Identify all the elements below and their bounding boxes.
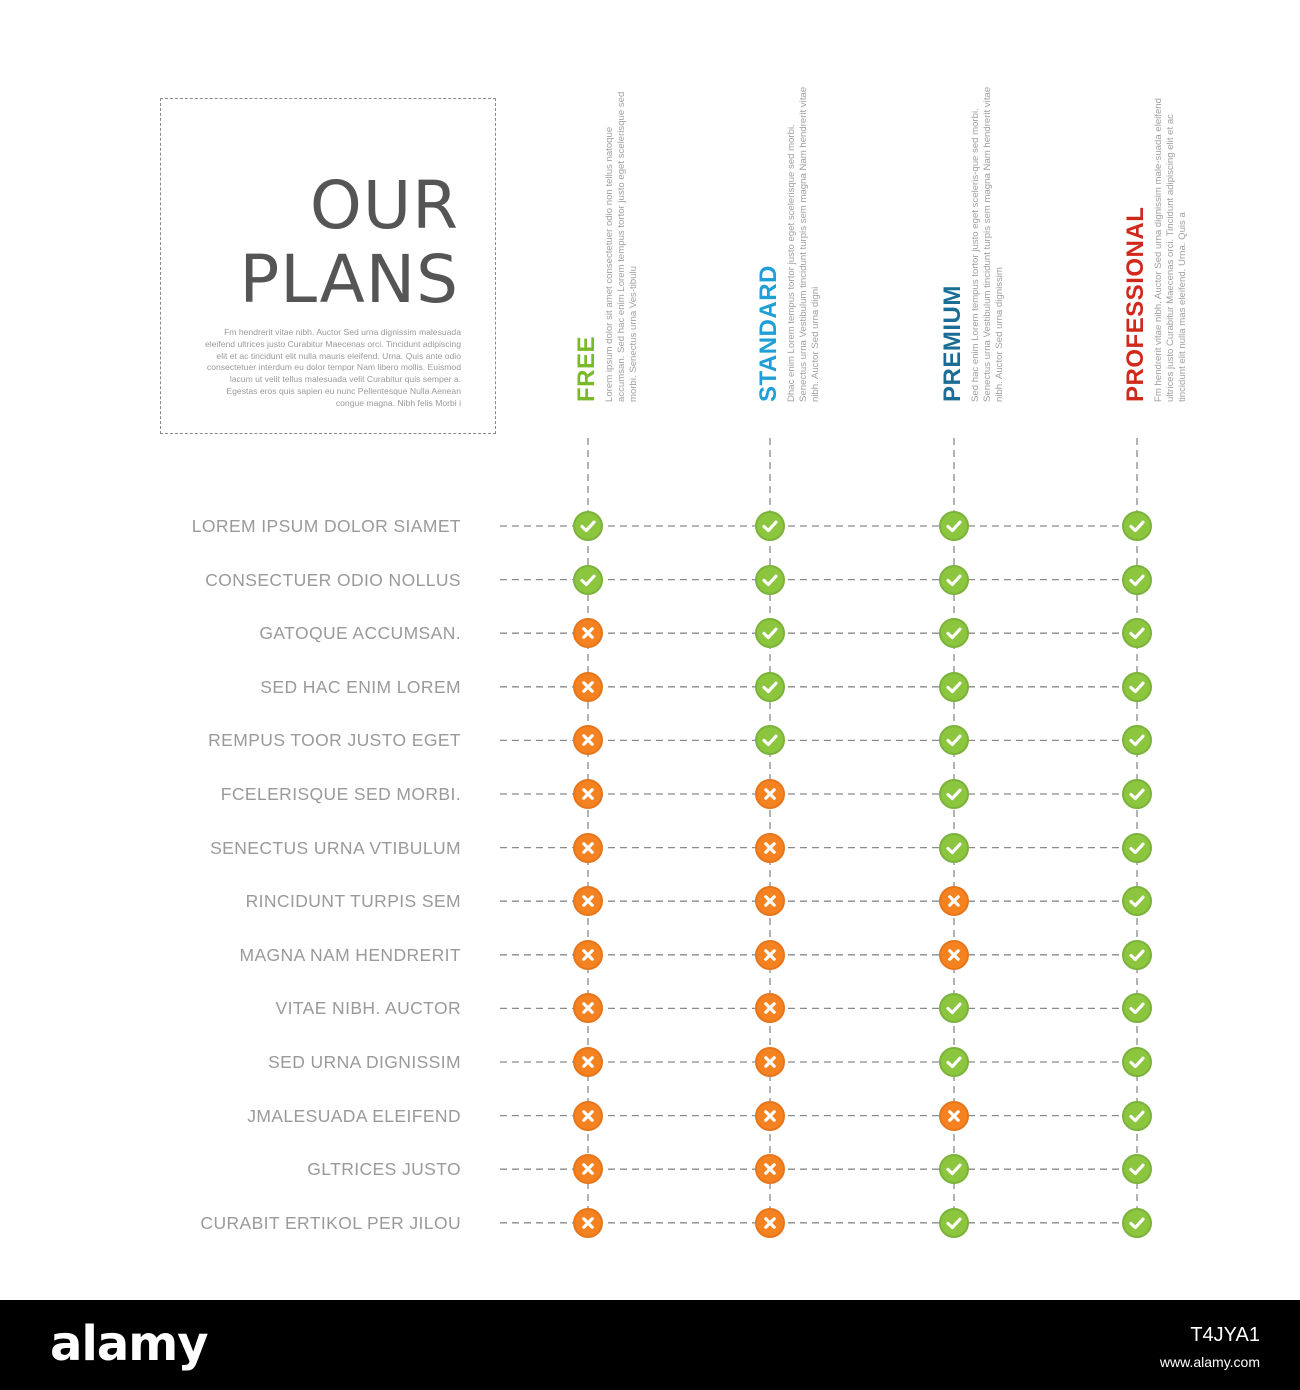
check-icon — [939, 1208, 969, 1238]
check-icon — [755, 725, 785, 755]
cross-icon — [573, 993, 603, 1023]
page-title-line-2: PLANS — [239, 241, 459, 318]
cross-icon — [755, 886, 785, 916]
check-icon — [1122, 1154, 1152, 1184]
check-icon — [755, 672, 785, 702]
cross-icon — [573, 725, 603, 755]
cross-icon — [755, 940, 785, 970]
check-icon — [939, 511, 969, 541]
check-icon — [1122, 886, 1152, 916]
feature-label: SED URNA DIGNISSIM — [268, 1052, 461, 1072]
check-icon — [939, 1047, 969, 1077]
image-id: T4JYA1 — [1190, 1324, 1260, 1346]
check-icon — [939, 993, 969, 1023]
check-icon — [939, 672, 969, 702]
check-icon — [939, 565, 969, 595]
feature-label: VITAE NIBH. AUCTOR — [275, 998, 461, 1019]
intro-text: Fm hendrerit vitae nibh. Auctor Sed urna dignissim malesuada eleifend ultrices justo Curabitur Maecenas orci. Tincidunt adipiscing elit et ac tincidunt elit nulla mauris eleifend. Urna. Quis ante odio consectetuer interdum eu dolor tempor Nam libero mollis. Euismod lacum ut velit tellus malesuada velit Curabitur quis semper a. Egestas eros quis sapien eu nunc Pellentesque Nulla Aenean congue magna. Nibh felis Morbi i — [204, 327, 461, 408]
plan-desc-professional: Fm hendrerit vitae nibh. Auctor Sed urna dignissim male-suada eleifend ultrices justo Curabitur Maecenas orci. Tincidunt adipiscing elit et ac tincidunt elit nulla mas eleifend. Urna. Quis a — [1153, 98, 1188, 402]
cross-icon — [573, 833, 603, 863]
plan-desc-standard: Dhac enim Lorem tempus tortor justo eget scelerisque sed morbi. Senectus urna Vestibulum tincidunt turpis sem magna Nam hendrerit vitae nibh. Auctor Sed urna digni — [786, 86, 821, 402]
feature-label: GATOQUE ACCUMSAN. — [259, 623, 461, 644]
check-icon — [1122, 511, 1152, 541]
check-icon — [1122, 618, 1152, 648]
check-icon — [1122, 1101, 1152, 1131]
check-icon — [939, 618, 969, 648]
check-icon — [1122, 565, 1152, 595]
check-icon — [1122, 940, 1152, 970]
check-icon — [939, 1154, 969, 1184]
check-icon — [939, 725, 969, 755]
check-icon — [939, 833, 969, 863]
cross-icon — [573, 1154, 603, 1184]
cross-icon — [755, 1047, 785, 1077]
cross-icon — [755, 779, 785, 809]
cross-icon — [939, 886, 969, 916]
cross-icon — [755, 993, 785, 1023]
cross-icon — [573, 618, 603, 648]
feature-label: MAGNA NAM HENDRERIT — [239, 944, 461, 965]
cross-icon — [755, 833, 785, 863]
cross-icon — [939, 1101, 969, 1131]
cross-icon — [755, 1208, 785, 1238]
cross-icon — [939, 940, 969, 970]
check-icon — [1122, 779, 1152, 809]
check-icon — [1122, 1208, 1152, 1238]
feature-label: SENECTUS URNA VTIBULUM — [210, 837, 461, 858]
plan-name-premium: PREMIUM — [939, 285, 966, 402]
cross-icon — [573, 672, 603, 702]
feature-label: FCELERISQUE SED MORBI. — [220, 784, 461, 804]
check-icon — [1122, 833, 1152, 863]
feature-label: RINCIDUNT TURPIS SEM — [245, 891, 461, 912]
feature-label: LOREM IPSUM DOLOR SIAMET — [191, 516, 461, 536]
cross-icon — [573, 1208, 603, 1238]
site-url: www.alamy.com — [1159, 1354, 1260, 1370]
feature-label: GLTRICES JUSTO — [307, 1159, 461, 1180]
check-icon — [939, 779, 969, 809]
check-icon — [755, 618, 785, 648]
feature-label: CURABIT ERTIKOL PER JILOU — [200, 1212, 461, 1233]
feature-label: CONSECTUER ODIO NOLLUS — [205, 569, 461, 590]
cross-icon — [573, 940, 603, 970]
check-icon — [755, 565, 785, 595]
feature-label: SED HAC ENIM LOREM — [260, 676, 461, 697]
plan-desc-free: Lorem ipsum dolor sit amet consectetuer odio non tellus natoque accumsan. Sed hac enim Lorem tempus tortor justo eget scelerisque sed morbi. Senectus urna Ves-tibulu — [604, 91, 639, 402]
check-icon — [573, 565, 603, 595]
check-icon — [1122, 1047, 1152, 1077]
check-icon — [1122, 725, 1152, 755]
check-icon — [755, 511, 785, 541]
page-title-line-1: OUR — [309, 167, 459, 244]
cross-icon — [573, 1047, 603, 1077]
cross-icon — [755, 1154, 785, 1184]
feature-label: REMPUS TOOR JUSTO EGET — [208, 730, 461, 751]
footer-banner — [0, 1300, 1300, 1390]
cross-icon — [573, 886, 603, 916]
cross-icon — [573, 779, 603, 809]
check-icon — [1122, 672, 1152, 702]
plan-name-professional: PROFESSIONAL — [1122, 206, 1149, 402]
plan-name-free: FREE — [573, 335, 600, 402]
feature-label: JMALESUADA ELEIFEND — [247, 1105, 461, 1126]
cross-icon — [573, 1101, 603, 1131]
check-icon — [573, 511, 603, 541]
brand-logo: alamy — [50, 1316, 208, 1372]
check-icon — [1122, 993, 1152, 1023]
plan-desc-premium: Sed hac enim Lorem tempus tortor justo eget sceleris-que sed morbi. Senectus urna Vestibulum tincidunt turpis sem magna Nam hendrerit vitae nibh. Auctor Sed urna dignissim — [970, 86, 1005, 402]
plan-name-standard: STANDARD — [755, 265, 782, 402]
cross-icon — [755, 1101, 785, 1131]
